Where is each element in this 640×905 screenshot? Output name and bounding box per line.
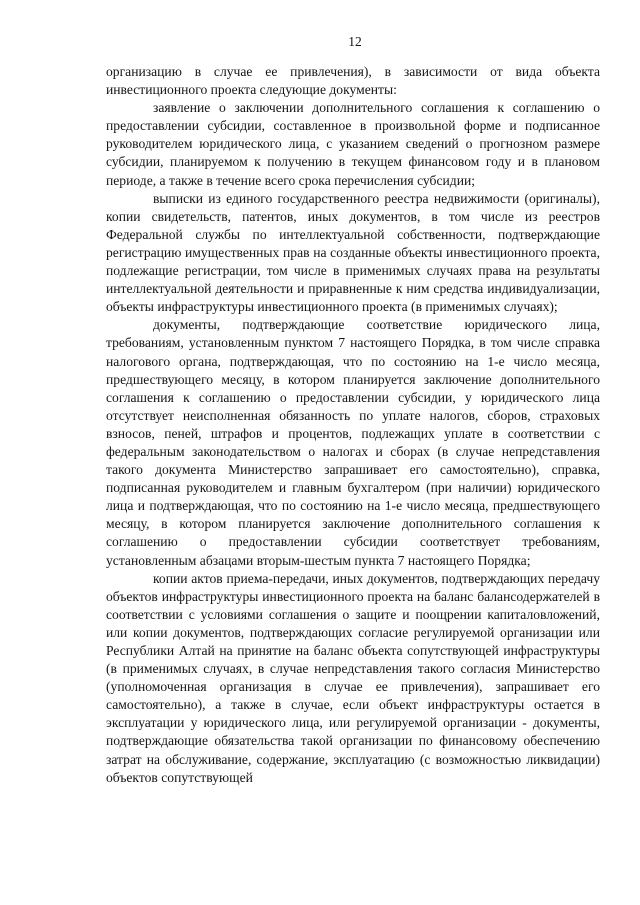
paragraph-application: заявление о заключении дополнительного соглашения к соглашению о предоставлении субсидии, составленное в произвольной форме и подписанное руководителем юридического лица, с указанием сведений о прогнозном размере субсидии, планируемом к получению в текущем финансовом году и в плановом периоде, а также в течение всего срока перечисления субсидии;	[106, 100, 600, 188]
paragraph-transfer-acts: копии актов приема-передачи, иных документов, подтверждающих передачу объектов инфраструктуры инвестиционного проекта на баланс балансодержателей в соответствии с условиями соглашения о защите и поощрении капиталовложений, или копии документов, подтверждающих согласие регулируемой организации или Республики Алтай на принятие на баланс объекта сопутствующей инфраструктуры (в применимых случаях, в случае непредставления такого согласия Министерство (уполномоченная организация в случае ее привлечения), запрашивает его самостоятельно), а также в случае, если объект инфраструктуры остается в эксплуатации у юридического лица, или регулируемой организации - документы, подтверждающие обязательства такой организации по финансовому обеспечению затрат на обслуживание, содержание, эксплуатацию (с возможностью ликвидации) объектов сопутствующей	[106, 570, 600, 785]
page-number: 12	[348, 34, 362, 49]
paragraph-registry-extracts: выписки из единого государственного реестра недвижимости (оригиналы), копии свидетельств, патентов, иных документов, в том числе из реестров Федеральной службы по интеллектуальной собственности, подтверждающие регистрацию имущественных прав на созданные объекты инвестиционного проекта, подлежащие регистрации, том числе в применимых случаях права на результаты интеллектуальной деятельности и приравненные к ним средства индивидуализации, объекты инфраструктуры инвестиционного проекта (в применимых случаях);	[106, 190, 600, 315]
paragraph-compliance-documents: документы, подтверждающие соответствие юридического лица, требованиям, установленным пунктом 7 настоящего Порядка, в том числе справка налогового органа, подтверждающая, что по состоянию на 1-е число месяца, предшествующего месяцу, в котором планируется заключение дополнительного соглашения к соглашению о предоставлении субсидии, у юридического лица отсутствует неисполненная обязанность по уплате налогов, сборов, страховых взносов, пеней, штрафов и процентов, подлежащих уплате в соответствии с федеральным законодательством о налогах и сборах (в случае непредставления такого документа Министерство запрашивает его самостоятельно), справка, подписанная руководителем и главным бухгалтером (при наличии) юридического лица и подтверждающая, что по состоянию на 1-е число месяца, предшествующего месяцу, в котором планируется заключение дополнительного соглашения к соглашению о предоставлении субсидии соответствует требованиям, установленным абзацами вторым-шестым пункта 7 настоящего Порядка;	[106, 317, 600, 568]
body-text	[106, 63, 600, 787]
paragraph-continuation: организацию в случае ее привлечения), в зависимости от вида объекта инвестиционного проекта следующие документы:	[106, 64, 600, 98]
